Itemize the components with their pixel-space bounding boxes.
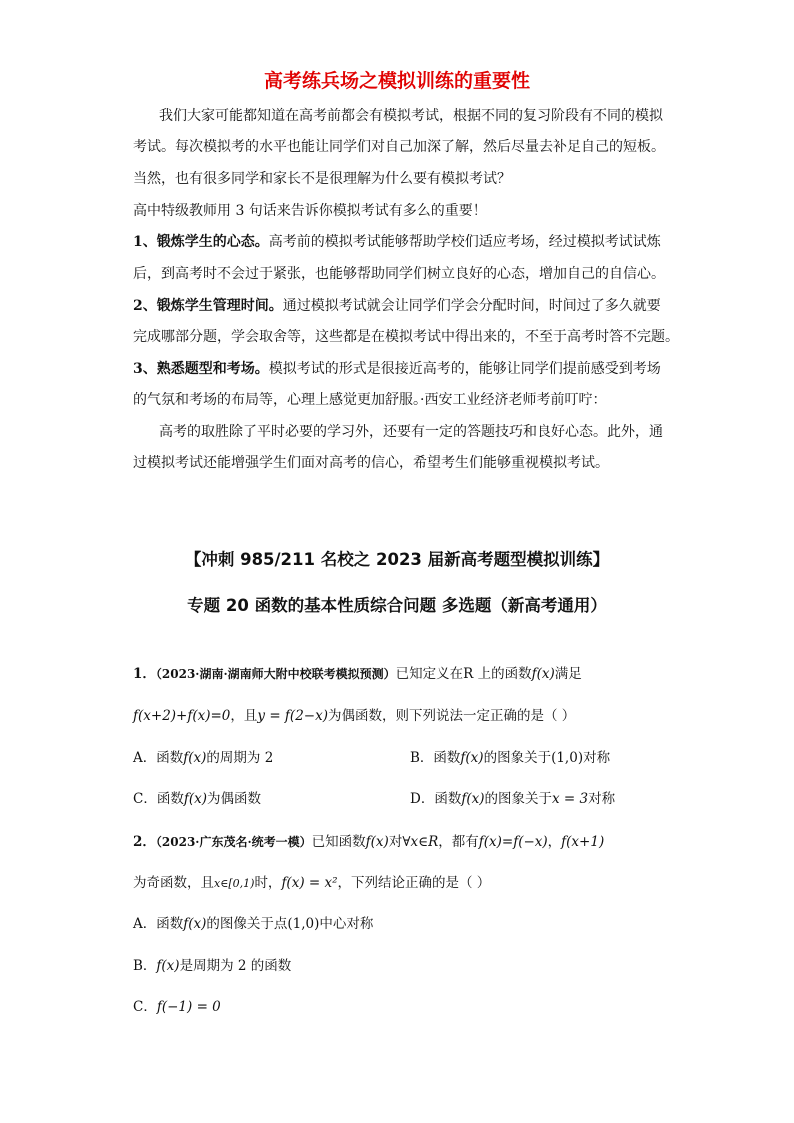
question-2-stem-a: 已知函数 xyxy=(311,834,366,850)
question-2-number: 2． xyxy=(133,834,156,850)
promo-title: 高考练兵场之模拟训练的重要性 xyxy=(263,70,530,92)
option-a-label: A．函数 xyxy=(133,750,184,766)
q2-option-c-math: f(−1) = 0 xyxy=(156,999,221,1015)
section-heading-2: 专题 20 函数的基本性质综合问题 多选题（新高考通用） xyxy=(187,596,607,615)
question-1-option-d xyxy=(410,789,615,809)
promo-point-3-cont: 的气氛和考场的布局等，心理上感觉更加舒服。·西安工业经济老师考前叮咛： xyxy=(133,392,607,408)
q2-option-b-label: B． xyxy=(133,958,157,974)
question-1-stem-b: 满足 xyxy=(554,666,582,682)
question-1-mid: ，且 xyxy=(230,708,258,724)
question-1-stem-a: 已知定义在R 上的函数 xyxy=(395,666,532,682)
promo-point-1 xyxy=(133,232,661,252)
question-1-option-b xyxy=(410,748,610,768)
question-1-equation-2: y = f(2−x) xyxy=(257,708,328,724)
point-2-head: 2、锻炼学生管理时间。 xyxy=(133,298,283,314)
promo-paragraph-line-3: 当然，也有很多同学和家长不是很理解为什么要有模拟考试？ xyxy=(133,171,511,187)
point-1-text: 高考前的模拟考试能够帮助学校们适应考场，经过模拟考试试炼 xyxy=(268,234,661,250)
question-1-number: 1． xyxy=(133,666,156,682)
option-b-math: f(x) xyxy=(460,750,484,766)
question-1-option-c xyxy=(133,789,261,809)
option-a-text: 的周期为 2 xyxy=(206,750,274,766)
option-d-math: f(x) xyxy=(461,791,485,807)
option-c-label: C．函数 xyxy=(133,791,184,807)
promo-point-2 xyxy=(133,296,661,316)
promo-closing-line-2: 过模拟考试还能增强学生们面对高考的信心，希望考生们能够重视模拟考试。 xyxy=(133,455,609,471)
question-2-line-2c: ，下列结论正确的是（ ） xyxy=(337,875,491,891)
point-3-head: 3、熟悉题型和考场。 xyxy=(133,361,269,377)
option-a-math: f(x) xyxy=(183,750,207,766)
point-1-head: 1、锻炼学生的心态。 xyxy=(133,234,269,250)
question-1-line-2 xyxy=(133,706,575,726)
question-1-option-a xyxy=(133,748,273,768)
section-heading-1: 【冲刺 985/211 名校之 2023 届新高考题型模拟训练】 xyxy=(184,550,610,569)
option-b-label: B．函数 xyxy=(410,750,461,766)
question-2-equation-1: f(x)=f(−x) xyxy=(478,834,548,850)
option-d-math-2: x = 3 xyxy=(551,791,589,807)
question-2-line-2a: 为奇函数，且 xyxy=(133,875,214,891)
question-2-sep: ， xyxy=(547,834,562,850)
option-b-text-2: 对称 xyxy=(583,750,611,766)
question-1-source: （2023·湖南·湖南师大附中校联考模拟预测） xyxy=(155,667,396,681)
q2-option-c-label: C． xyxy=(133,999,157,1015)
point-3-text: 模拟考试的形式是很接近高考的，能够让同学们提前感受到考场 xyxy=(268,361,661,377)
q2-option-b-text: 是周期为 2 的函数 xyxy=(179,958,292,974)
q2-option-b-math: f(x) xyxy=(156,958,180,974)
question-2-interval: x∈[0,1) xyxy=(214,877,255,890)
question-1-stem-c: 为偶函数，则下列说法一定正确的是（ ） xyxy=(327,708,576,724)
option-d-text: 的图象关于 xyxy=(484,791,552,807)
option-b-text: 的图象关于 xyxy=(483,750,552,766)
q2-option-a-label: A．函数 xyxy=(133,916,184,932)
question-2-line-2 xyxy=(133,873,490,894)
promo-point-1-cont: 后，到高考时不会过于紧张，也能够帮助同学们树立良好的心态，增加自己的自信心。 xyxy=(133,266,665,282)
promo-paragraph-line-2: 考试。每次模拟考的水平也能让同学们对自己加深了解，然后尽量去补足自己的短板。 xyxy=(133,139,665,155)
question-2-equation-3: f(x) = x² xyxy=(281,875,338,891)
promo-paragraph-line-4: 高中特级教师用 3 句话来告诉你模拟考试有多么的重要！ xyxy=(133,203,487,219)
promo-point-2-cont: 完成哪部分题，学会取舍等，这些都是在模拟考试中得出来的，不至于高考时答不完题。 xyxy=(133,329,679,345)
question-2-forall: ∀x∈R xyxy=(402,834,439,850)
option-d-text-2: 对称 xyxy=(588,791,616,807)
q2-option-a-text-2: 中心对称 xyxy=(319,916,374,932)
promo-paragraph-line-1: 我们大家可能都知道在高考前都会有模拟考试，根据不同的复习阶段有不同的模拟 xyxy=(159,108,663,124)
point-2-text: 通过模拟考试就会让同学们学会分配时间，时间过了多久就要 xyxy=(282,298,661,314)
question-2-source: （2023·广东茂名·统考一模） xyxy=(155,835,312,849)
promo-point-3 xyxy=(133,359,661,379)
q2-option-a-math: f(x) xyxy=(183,916,207,932)
question-1-equation-1: f(x+2)+f(x)=0 xyxy=(133,708,231,724)
question-2-stem-b: 对 xyxy=(388,834,403,850)
question-1-fx: f(x) xyxy=(531,666,555,682)
question-2-option-a xyxy=(133,914,373,934)
promo-closing-line-1: 高考的取胜除了平时必要的学习外，还要有一定的答题技巧和良好心态。此外，通 xyxy=(159,424,663,440)
question-2-stem-c: ，都有 xyxy=(438,834,479,850)
question-2-line-1 xyxy=(133,832,604,852)
option-c-math: f(x) xyxy=(183,791,207,807)
question-2-option-b xyxy=(133,956,291,976)
q2-option-a-math-2: (1,0) xyxy=(287,916,320,932)
question-1-line-1 xyxy=(133,664,582,684)
question-2-option-c xyxy=(133,997,221,1017)
option-d-label: D．函数 xyxy=(410,791,462,807)
option-c-text: 为偶函数 xyxy=(207,791,261,807)
question-2-line-2b: 时， xyxy=(254,875,282,891)
question-2-fx: f(x) xyxy=(365,834,389,850)
option-b-math-2: (1,0) xyxy=(551,750,584,766)
q2-option-a-text: 的图像关于点 xyxy=(206,916,288,932)
question-2-equation-2: f(x+1) xyxy=(561,834,605,850)
